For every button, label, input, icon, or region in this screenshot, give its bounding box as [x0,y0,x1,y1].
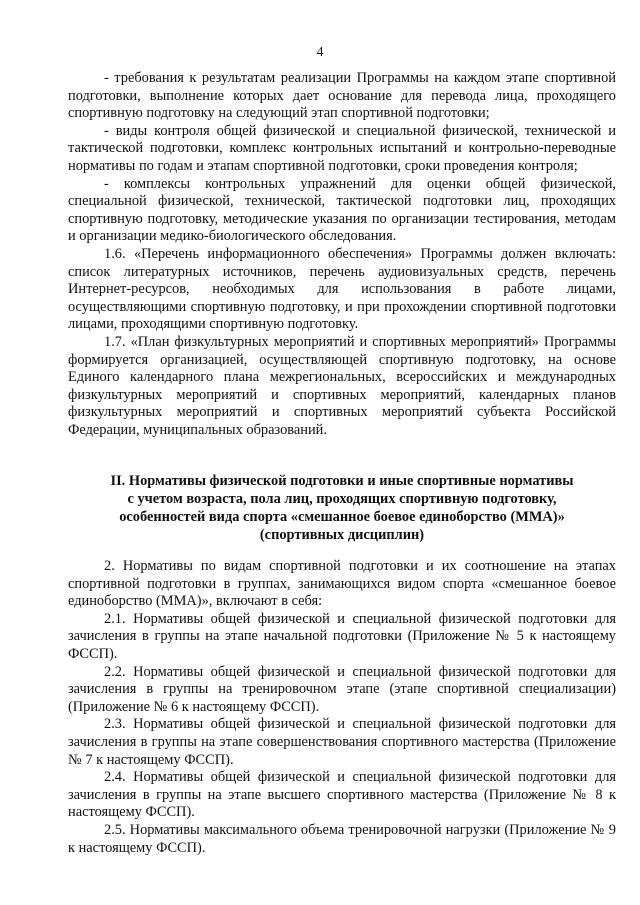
paragraph-standard-2-3: 2.3. Нормативы общей физической и специальной физической подготовки для зачисления в группы на этапе совершенствования спортивного мастерства (Приложение № 7 к настоящему ФССП). [68,716,616,768]
paragraph-events-plan: 1.7. «План физкультурных мероприятий и спортивных мероприятий» Программы формируется организацией, осуществляющей спортивную подготовку, на основе Единого календарного плана межрегиональных, всероссийских и международных физкультурных мероприятий и спортивных мероприятий, календарных планов физкультурных мероприятий и спортивных мероприятий субъекта Российской Федерации, муниципальных образований. [68,333,616,438]
paragraph-info-support: 1.6. «Перечень информационного обеспечения» Программы должен включать: список литературных источников, перечень аудиовизуальных средств, перечень Интернет-ресурсов, необходимых для использования в работе лицами, осуществляющими спортивную подготовку, и при прохождении спортивной подготовки лицами, проходящими спортивную подготовку. [68,245,616,333]
section-heading-line: с учетом возраста, пола лиц, проходящих спортивную подготовку, [127,491,557,507]
paragraph-control-types: - виды контроля общей физической и специальной физической, технической и тактической подготовки, комплекс контрольных испытаний и контрольно-переводные нормативы по годам и этапам спортивной подготовки, сроки проведения контроля; [68,122,616,174]
paragraph-standard-2-1: 2.1. Нормативы общей физической и специальной физической подготовки для зачисления в группы на этапе начальной подготовки (Приложение № 5 к настоящему ФССП). [68,610,616,662]
paragraph-standard-2-4: 2.4. Нормативы общей физической и специальной физической подготовки для зачисления в группы на этапе высшего спортивного мастерства (Приложение № 8 к настоящему ФССП). [68,769,616,821]
section-heading-line: особенностей вида спорта «смешанное боевое единоборство (ММА)» [119,509,565,525]
section-heading-line: (спортивных дисциплин) [259,527,425,543]
paragraph-standard-2-5: 2.5. Нормативы максимального объема тренировочной нагрузки (Приложение № 9 к настоящему ФССП). [68,821,616,856]
paragraph-control-exercises: - комплексы контрольных упражнений для оценки общей физической, специальной физической, технической, тактической подготовки лиц, проходящих спортивную подготовку, методические указания по организации тестирования, методам и организации медико-биологического обследования. [68,175,616,245]
text-block-requirements [68,70,616,439]
paragraph-standard-2-2: 2.2. Нормативы общей физической и специальной физической подготовки для зачисления в группы на тренировочном этапе (этапе спортивной специализации) (Приложение № 6 к настоящему ФССП). [68,663,616,715]
text-block-standards [68,558,616,857]
section-heading [68,472,616,544]
page-number: 4 [316,45,324,60]
section-heading-line: II. Нормативы физической подготовки и иные спортивные нормативы [110,473,574,489]
paragraph-requirements-results: - требования к результатам реализации Программы на каждом этапе спортивной подготовки, выполнение которых дает основание для перевода лица, проходящего спортивную подготовку на следующий этап спортивной подготовки; [68,70,616,122]
paragraph-standards-intro: 2. Нормативы по видам спортивной подготовки и их соотношение на этапах спортивной подготовки в группах, занимающихся видом спорта «смешанное боевое единоборство (ММА)», включают в себя: [68,558,616,610]
